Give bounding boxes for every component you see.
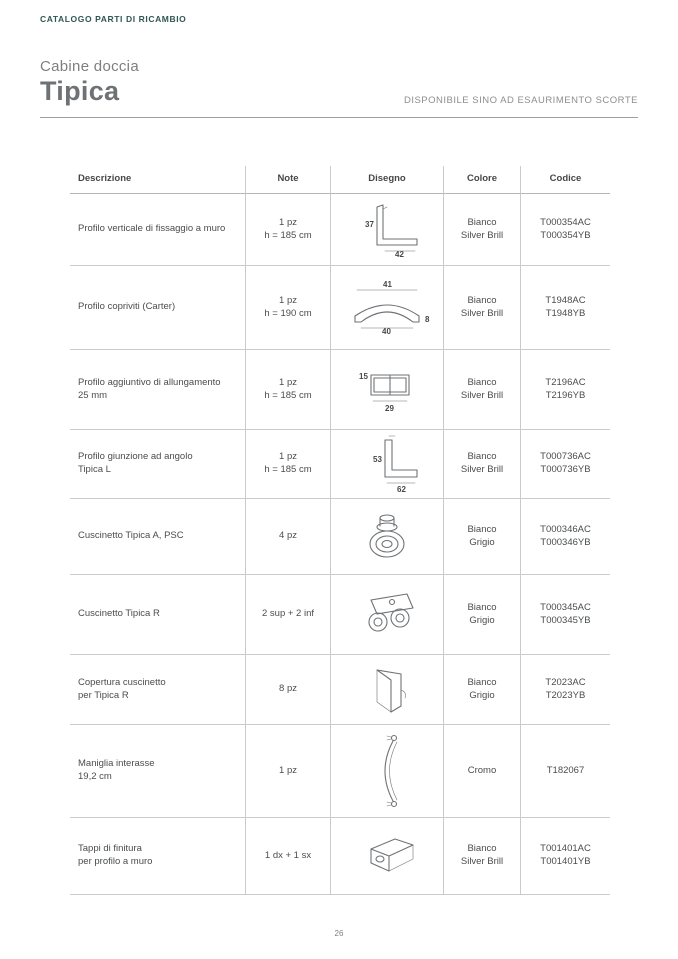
svg-text:41: 41 bbox=[383, 279, 392, 289]
bearing-cover-drawing bbox=[337, 660, 437, 720]
table-row-color: Bianco Grigio bbox=[443, 499, 520, 575]
table-row-color: Bianco Silver Brill bbox=[443, 350, 520, 430]
table-row-note: 1 pz bbox=[245, 725, 330, 818]
svg-text:15: 15 bbox=[359, 371, 368, 381]
table-row-drawing bbox=[330, 655, 443, 725]
extension-profile-drawing bbox=[337, 359, 437, 421]
table-row-code: T000736AC T000736YB bbox=[520, 430, 610, 499]
handle-drawing bbox=[337, 729, 437, 813]
svg-text:8: 8 bbox=[425, 314, 430, 324]
table-row-note: 1 pz h = 185 cm bbox=[245, 194, 330, 266]
table-row-color: Bianco Grigio bbox=[443, 655, 520, 725]
availability-note: DISPONIBILE SINO AD ESAURIMENTO SCORTE bbox=[403, 95, 638, 106]
table-row-code: T182067 bbox=[520, 725, 610, 818]
parts-table bbox=[70, 166, 610, 895]
table-row-note: 1 dx + 1 sx bbox=[245, 818, 330, 895]
table-row-note: 1 pz h = 185 cm bbox=[245, 430, 330, 499]
table-row-drawing bbox=[330, 266, 443, 350]
table-row-code: T2023AC T2023YB bbox=[520, 655, 610, 725]
table-row-description: Profilo giunzione ad angolo Tipica L bbox=[70, 430, 245, 499]
column-header-colore: Colore bbox=[443, 166, 520, 194]
table-row-note: 4 pz bbox=[245, 499, 330, 575]
table-row-note: 1 pz h = 185 cm bbox=[245, 350, 330, 430]
table-row-description: Cuscinetto Tipica A, PSC bbox=[70, 499, 245, 575]
table-row-note: 2 sup + 2 inf bbox=[245, 575, 330, 655]
table-row-code: T000346AC T000346YB bbox=[520, 499, 610, 575]
table-row-description: Profilo aggiuntivo di allungamento 25 mm bbox=[70, 350, 245, 430]
wall-fixing-profile-drawing bbox=[337, 199, 437, 261]
table-row-color: Bianco Grigio bbox=[443, 575, 520, 655]
column-header-disegno: Disegno bbox=[330, 166, 443, 194]
header-divider bbox=[40, 117, 638, 118]
description-line: Profilo verticale di fissaggio a muro bbox=[78, 223, 226, 235]
roller-bracket-drawing bbox=[337, 584, 437, 646]
table-row-drawing bbox=[330, 725, 443, 818]
table-row-drawing bbox=[330, 575, 443, 655]
table-row-color: Bianco Silver Brill bbox=[443, 818, 520, 895]
table-row-note: 1 pz h = 190 cm bbox=[245, 266, 330, 350]
column-header-descrizione: Descrizione bbox=[70, 166, 245, 194]
roller-bearing-drawing bbox=[337, 506, 437, 568]
column-header-codice: Codice bbox=[520, 166, 610, 194]
table-row-description: Tappi di finitura per profilo a muro bbox=[70, 818, 245, 895]
table-row-description: Profilo copriviti (Carter) bbox=[70, 266, 245, 350]
table-row-description: Copertura cuscinetto per Tipica R bbox=[70, 655, 245, 725]
table-row-drawing bbox=[330, 350, 443, 430]
svg-text:53: 53 bbox=[373, 455, 382, 464]
table-row-color: Bianco Silver Brill bbox=[443, 430, 520, 499]
table-row-drawing bbox=[330, 818, 443, 895]
table-row-code: T1948AC T1948YB bbox=[520, 266, 610, 350]
corner-junction-profile-drawing bbox=[337, 434, 437, 494]
catalog-kicker: CATALOGO PARTI DI RICAMBIO bbox=[40, 14, 187, 24]
section-subtitle: Cabine doccia bbox=[40, 58, 139, 75]
table-row-drawing bbox=[330, 430, 443, 499]
column-header-note: Note bbox=[245, 166, 330, 194]
svg-text:62: 62 bbox=[397, 485, 406, 494]
table-row-description bbox=[70, 194, 245, 266]
screw-cover-profile-drawing bbox=[337, 276, 437, 340]
table-row-drawing bbox=[330, 499, 443, 575]
table-row-code: T2196AC T2196YB bbox=[520, 350, 610, 430]
table-row-description: Cuscinetto Tipica R bbox=[70, 575, 245, 655]
table-row-note: 8 pz bbox=[245, 655, 330, 725]
page-title: Tipica bbox=[40, 76, 120, 106]
table-row-color: Bianco Silver Brill bbox=[443, 194, 520, 266]
finishing-cap-drawing bbox=[337, 825, 437, 887]
svg-text:42: 42 bbox=[395, 249, 404, 259]
table-row-color: Bianco Silver Brill bbox=[443, 266, 520, 350]
svg-text:29: 29 bbox=[385, 403, 394, 413]
table-row-code: T001401AC T001401YB bbox=[520, 818, 610, 895]
table-row-description: Maniglia interasse 19,2 cm bbox=[70, 725, 245, 818]
svg-text:40: 40 bbox=[382, 326, 391, 336]
table-row-drawing bbox=[330, 194, 443, 266]
table-row-code: T000354AC T000354YB bbox=[520, 194, 610, 266]
svg-text:37: 37 bbox=[365, 219, 374, 229]
page-number: 26 bbox=[334, 929, 344, 938]
table-row-code: T000345AC T000345YB bbox=[520, 575, 610, 655]
table-row-color: Cromo bbox=[443, 725, 520, 818]
